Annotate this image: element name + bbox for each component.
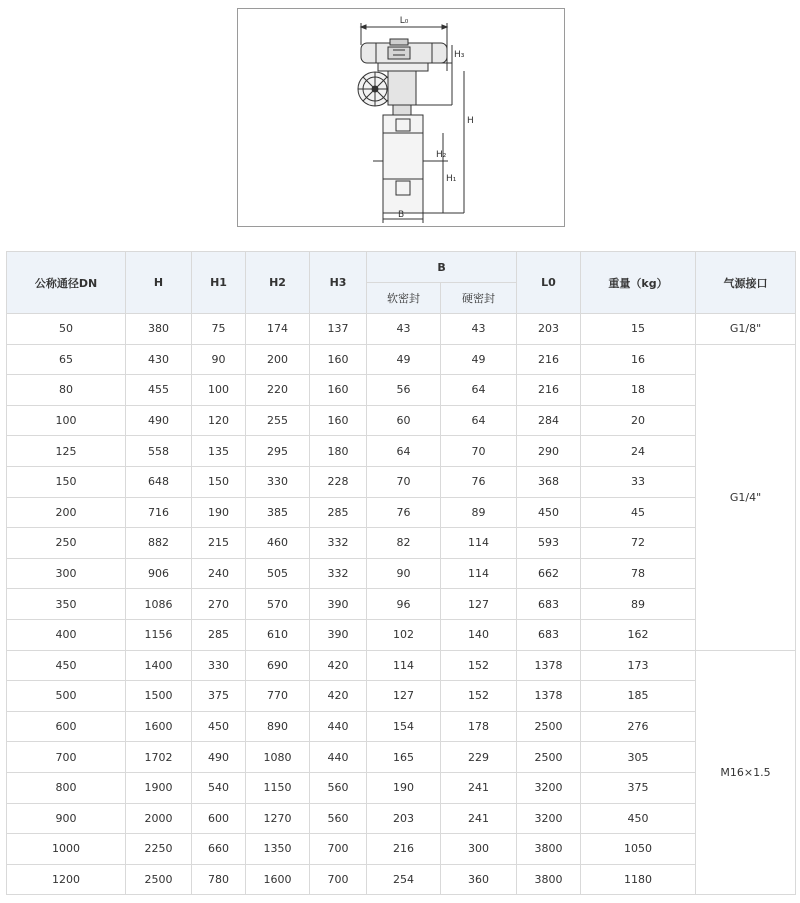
cell-h3: 390 xyxy=(310,619,367,650)
cell-b-hard: 114 xyxy=(441,558,517,589)
cell-h2: 330 xyxy=(246,466,310,497)
table-row xyxy=(7,314,796,345)
cell-h: 455 xyxy=(126,375,192,406)
table-row xyxy=(7,650,796,681)
cell-h: 1600 xyxy=(126,711,192,742)
cell-h: 882 xyxy=(126,528,192,559)
cell-l0: 1378 xyxy=(517,650,581,681)
cell-h1: 135 xyxy=(192,436,246,467)
cell-h1: 600 xyxy=(192,803,246,834)
cell-b-soft: 190 xyxy=(367,772,441,803)
cell-weight: 1050 xyxy=(581,834,696,865)
cell-b-soft: 96 xyxy=(367,589,441,620)
cell-h1: 120 xyxy=(192,405,246,436)
cell-b-soft: 254 xyxy=(367,864,441,895)
cell-weight: 45 xyxy=(581,497,696,528)
valve-drawing-svg xyxy=(238,9,566,228)
cell-b-soft: 82 xyxy=(367,528,441,559)
table-row xyxy=(7,497,796,528)
header-b: B xyxy=(367,252,517,283)
cell-weight: 305 xyxy=(581,742,696,773)
table-row xyxy=(7,344,796,375)
cell-h2: 1150 xyxy=(246,772,310,803)
cell-dn: 1200 xyxy=(7,864,126,895)
table-row xyxy=(7,834,796,865)
label-l0: L₀ xyxy=(399,16,409,26)
cell-b-hard: 89 xyxy=(441,497,517,528)
cell-h2: 1270 xyxy=(246,803,310,834)
cell-h1: 375 xyxy=(192,681,246,712)
cell-h: 558 xyxy=(126,436,192,467)
cell-l0: 290 xyxy=(517,436,581,467)
cell-dn: 200 xyxy=(7,497,126,528)
cell-dn: 150 xyxy=(7,466,126,497)
cell-h: 380 xyxy=(126,314,192,345)
header-h: H xyxy=(126,252,192,314)
cell-h2: 505 xyxy=(246,558,310,589)
cell-h2: 770 xyxy=(246,681,310,712)
cell-dn: 250 xyxy=(7,528,126,559)
cell-weight: 276 xyxy=(581,711,696,742)
cell-b-hard: 64 xyxy=(441,375,517,406)
table-row xyxy=(7,375,796,406)
cell-h2: 385 xyxy=(246,497,310,528)
cell-b-soft: 70 xyxy=(367,466,441,497)
label-h: H xyxy=(467,116,474,126)
cell-b-soft: 102 xyxy=(367,619,441,650)
cell-h1: 490 xyxy=(192,742,246,773)
cell-air-port: G1/4" xyxy=(696,344,796,650)
cell-b-soft: 76 xyxy=(367,497,441,528)
cell-h3: 137 xyxy=(310,314,367,345)
cell-b-hard: 241 xyxy=(441,803,517,834)
cell-dn: 350 xyxy=(7,589,126,620)
cell-h: 2000 xyxy=(126,803,192,834)
cell-h3: 332 xyxy=(310,558,367,589)
cell-h3: 160 xyxy=(310,375,367,406)
valve-dimension-drawing xyxy=(237,8,565,227)
cell-weight: 185 xyxy=(581,681,696,712)
cell-h3: 228 xyxy=(310,466,367,497)
cell-l0: 203 xyxy=(517,314,581,345)
cell-h3: 160 xyxy=(310,344,367,375)
cell-b-hard: 152 xyxy=(441,650,517,681)
cell-h2: 1080 xyxy=(246,742,310,773)
header-h1: H1 xyxy=(192,252,246,314)
cell-h3: 560 xyxy=(310,772,367,803)
cell-b-soft: 90 xyxy=(367,558,441,589)
cell-weight: 162 xyxy=(581,619,696,650)
table-row xyxy=(7,772,796,803)
cell-h1: 150 xyxy=(192,466,246,497)
cell-h1: 100 xyxy=(192,375,246,406)
cell-b-soft: 203 xyxy=(367,803,441,834)
cell-b-soft: 127 xyxy=(367,681,441,712)
header-l0: L0 xyxy=(517,252,581,314)
cell-b-hard: 178 xyxy=(441,711,517,742)
label-h1: H₁ xyxy=(446,174,457,184)
cell-dn: 1000 xyxy=(7,834,126,865)
cell-h2: 1350 xyxy=(246,834,310,865)
cell-b-hard: 140 xyxy=(441,619,517,650)
cell-l0: 1378 xyxy=(517,681,581,712)
cell-b-hard: 70 xyxy=(441,436,517,467)
cell-dn: 600 xyxy=(7,711,126,742)
header-b-soft-seal: 软密封 xyxy=(367,283,441,314)
cell-h1: 450 xyxy=(192,711,246,742)
cell-h: 490 xyxy=(126,405,192,436)
cell-weight: 78 xyxy=(581,558,696,589)
cell-h3: 440 xyxy=(310,742,367,773)
cell-dn: 450 xyxy=(7,650,126,681)
cell-b-hard: 229 xyxy=(441,742,517,773)
cell-h3: 700 xyxy=(310,864,367,895)
cell-h: 1500 xyxy=(126,681,192,712)
cell-b-hard: 49 xyxy=(441,344,517,375)
cell-h: 1086 xyxy=(126,589,192,620)
cell-h: 1156 xyxy=(126,619,192,650)
cell-h3: 332 xyxy=(310,528,367,559)
cell-h2: 255 xyxy=(246,405,310,436)
cell-h3: 180 xyxy=(310,436,367,467)
table-header xyxy=(7,252,796,314)
cell-h1: 90 xyxy=(192,344,246,375)
cell-b-soft: 216 xyxy=(367,834,441,865)
cell-b-soft: 60 xyxy=(367,405,441,436)
cell-h2: 890 xyxy=(246,711,310,742)
cell-h2: 174 xyxy=(246,314,310,345)
cell-h2: 1600 xyxy=(246,864,310,895)
cell-b-soft: 114 xyxy=(367,650,441,681)
cell-h2: 200 xyxy=(246,344,310,375)
table-row xyxy=(7,589,796,620)
cell-dn: 300 xyxy=(7,558,126,589)
header-h2: H2 xyxy=(246,252,310,314)
cell-b-hard: 127 xyxy=(441,589,517,620)
cell-h2: 460 xyxy=(246,528,310,559)
cell-h1: 780 xyxy=(192,864,246,895)
cell-weight: 375 xyxy=(581,772,696,803)
cell-l0: 2500 xyxy=(517,742,581,773)
cell-dn: 800 xyxy=(7,772,126,803)
table-row xyxy=(7,466,796,497)
cell-h1: 75 xyxy=(192,314,246,345)
cell-b-hard: 152 xyxy=(441,681,517,712)
cell-l0: 450 xyxy=(517,497,581,528)
table-row xyxy=(7,742,796,773)
cell-b-hard: 300 xyxy=(441,834,517,865)
cell-h: 2500 xyxy=(126,864,192,895)
cell-h1: 215 xyxy=(192,528,246,559)
cell-h3: 285 xyxy=(310,497,367,528)
cell-h: 430 xyxy=(126,344,192,375)
header-dn: 公称通径DN xyxy=(7,252,126,314)
cell-l0: 3200 xyxy=(517,772,581,803)
cell-weight: 24 xyxy=(581,436,696,467)
cell-air-port: M16×1.5 xyxy=(696,650,796,895)
table-row xyxy=(7,405,796,436)
table-row xyxy=(7,619,796,650)
header-air-port: 气源接口 xyxy=(696,252,796,314)
cell-b-soft: 154 xyxy=(367,711,441,742)
cell-h: 1702 xyxy=(126,742,192,773)
cell-weight: 89 xyxy=(581,589,696,620)
table-row xyxy=(7,803,796,834)
cell-h: 716 xyxy=(126,497,192,528)
cell-h1: 540 xyxy=(192,772,246,803)
cell-l0: 683 xyxy=(517,589,581,620)
cell-weight: 16 xyxy=(581,344,696,375)
cell-l0: 368 xyxy=(517,466,581,497)
cell-h: 2250 xyxy=(126,834,192,865)
cell-dn: 80 xyxy=(7,375,126,406)
cell-b-soft: 64 xyxy=(367,436,441,467)
cell-l0: 3800 xyxy=(517,834,581,865)
label-h2: H₂ xyxy=(436,150,447,160)
cell-dn: 400 xyxy=(7,619,126,650)
cell-h3: 420 xyxy=(310,681,367,712)
cell-dn: 900 xyxy=(7,803,126,834)
cell-weight: 450 xyxy=(581,803,696,834)
specification-table xyxy=(6,251,796,895)
table-row xyxy=(7,864,796,895)
cell-h3: 420 xyxy=(310,650,367,681)
cell-h2: 295 xyxy=(246,436,310,467)
cell-h3: 160 xyxy=(310,405,367,436)
cell-b-hard: 241 xyxy=(441,772,517,803)
cell-l0: 284 xyxy=(517,405,581,436)
cell-dn: 50 xyxy=(7,314,126,345)
label-h3: H₃ xyxy=(454,50,465,60)
cell-l0: 662 xyxy=(517,558,581,589)
cell-dn: 65 xyxy=(7,344,126,375)
cell-air-port: G1/8" xyxy=(696,314,796,345)
table-row xyxy=(7,681,796,712)
cell-h3: 700 xyxy=(310,834,367,865)
cell-dn: 500 xyxy=(7,681,126,712)
cell-h: 1900 xyxy=(126,772,192,803)
cell-b-hard: 76 xyxy=(441,466,517,497)
header-b-hard-seal: 硬密封 xyxy=(441,283,517,314)
cell-weight: 20 xyxy=(581,405,696,436)
cell-h2: 570 xyxy=(246,589,310,620)
cell-b-soft: 49 xyxy=(367,344,441,375)
cell-h: 906 xyxy=(126,558,192,589)
cell-dn: 700 xyxy=(7,742,126,773)
cell-h1: 190 xyxy=(192,497,246,528)
cell-b-soft: 165 xyxy=(367,742,441,773)
cell-l0: 3200 xyxy=(517,803,581,834)
cell-weight: 173 xyxy=(581,650,696,681)
table-row xyxy=(7,711,796,742)
cell-b-soft: 43 xyxy=(367,314,441,345)
cell-h1: 660 xyxy=(192,834,246,865)
cell-h2: 220 xyxy=(246,375,310,406)
cell-l0: 593 xyxy=(517,528,581,559)
header-h3: H3 xyxy=(310,252,367,314)
cell-l0: 216 xyxy=(517,344,581,375)
cell-b-hard: 43 xyxy=(441,314,517,345)
cell-l0: 3800 xyxy=(517,864,581,895)
label-b: B xyxy=(398,210,405,220)
table-body xyxy=(7,314,796,895)
cell-dn: 125 xyxy=(7,436,126,467)
cell-l0: 216 xyxy=(517,375,581,406)
cell-h1: 270 xyxy=(192,589,246,620)
table-row xyxy=(7,436,796,467)
cell-h: 648 xyxy=(126,466,192,497)
table-row xyxy=(7,528,796,559)
cell-l0: 2500 xyxy=(517,711,581,742)
header-weight: 重量（kg） xyxy=(581,252,696,314)
cell-b-hard: 360 xyxy=(441,864,517,895)
cell-h3: 560 xyxy=(310,803,367,834)
cell-h3: 440 xyxy=(310,711,367,742)
table-row xyxy=(7,558,796,589)
cell-b-soft: 56 xyxy=(367,375,441,406)
cell-b-hard: 64 xyxy=(441,405,517,436)
cell-h1: 330 xyxy=(192,650,246,681)
cell-weight: 1180 xyxy=(581,864,696,895)
cell-h: 1400 xyxy=(126,650,192,681)
cell-weight: 72 xyxy=(581,528,696,559)
cell-h1: 285 xyxy=(192,619,246,650)
cell-b-hard: 114 xyxy=(441,528,517,559)
cell-h2: 690 xyxy=(246,650,310,681)
cell-h2: 610 xyxy=(246,619,310,650)
cell-h1: 240 xyxy=(192,558,246,589)
cell-weight: 15 xyxy=(581,314,696,345)
cell-weight: 33 xyxy=(581,466,696,497)
cell-dn: 100 xyxy=(7,405,126,436)
cell-weight: 18 xyxy=(581,375,696,406)
cell-h3: 390 xyxy=(310,589,367,620)
cell-l0: 683 xyxy=(517,619,581,650)
